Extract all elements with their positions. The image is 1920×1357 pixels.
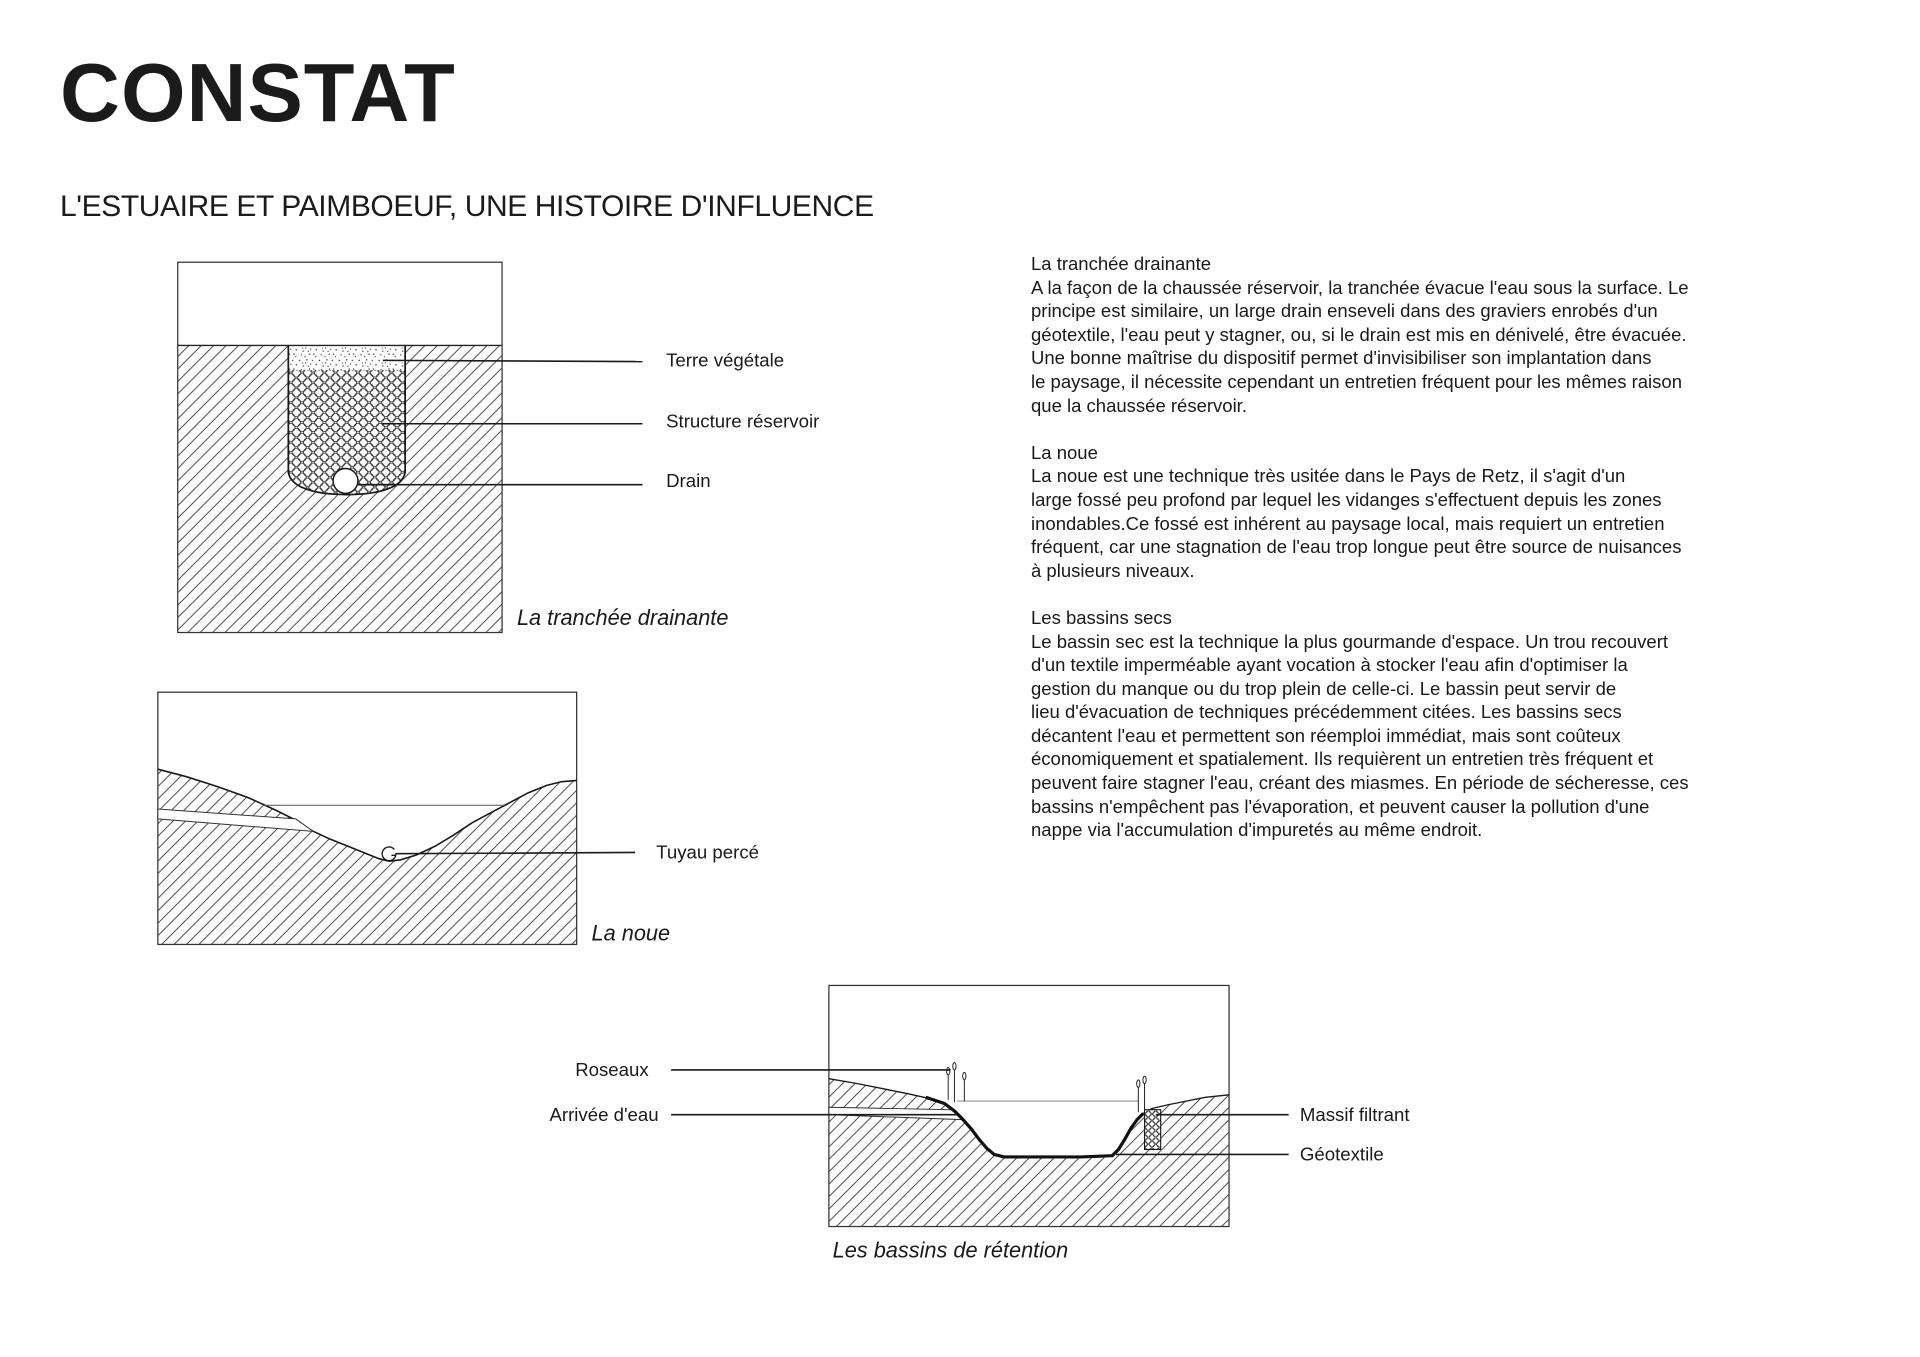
- page-subtitle: L'ESTUAIRE ET PAIMBOEUF, UNE HISTOIRE D'INFLUENCE: [60, 190, 874, 223]
- paragraph-line: La noue est une technique très usitée dans le Pays de Retz, il s'agit d'un: [1031, 465, 1626, 487]
- section-tranchee-drainante: [1031, 252, 1689, 417]
- paragraph-line: A la façon de la chaussée réservoir, la tranchée évacue l'eau sous la surface. Le: [1031, 276, 1689, 298]
- drain-pipe: [333, 468, 358, 493]
- paragraph-line: à plusieurs niveaux.: [1031, 559, 1195, 581]
- label-terre-vegetale: Terre végétale: [666, 349, 785, 371]
- paragraph-line: Le bassin sec est la technique la plus gourmande d'espace. Un trou recouvert: [1031, 630, 1669, 652]
- section-heading: Les bassins secs: [1031, 606, 1172, 628]
- diagram-tranchee-drainante: [178, 262, 820, 632]
- label-roseaux: Roseaux: [575, 1059, 649, 1081]
- topsoil-layer: [288, 345, 405, 370]
- section-heading: La noue: [1031, 441, 1098, 463]
- paragraph-line: que la chaussée réservoir.: [1031, 394, 1247, 416]
- paragraph-line: fréquent, car une stagnation de l'eau trop longue peut être source de nuisances: [1031, 536, 1682, 558]
- paragraph-line: principe est similaire, un large drain enseveli dans des graviers enrobés d'un: [1031, 300, 1658, 322]
- diagram-noue: [158, 692, 759, 946]
- filter-massif: [1145, 1110, 1161, 1150]
- paragraph-line: d'un textile imperméable ayant vocation à stocker l'eau afin d'optimiser la: [1031, 654, 1628, 676]
- section-noue: [1031, 441, 1689, 583]
- paragraph-line: lieu d'évacuation de techniques précédemment citées. Les bassins secs: [1031, 701, 1622, 723]
- label-tuyau-perce: Tuyau percé: [656, 841, 760, 863]
- paragraph-line: géotextile, l'eau peut y stagner, ou, si le drain est mis en dénivelé, être évacuée.: [1031, 323, 1687, 345]
- paragraph-line: inondables.Ce fossé est inhérent au paysage local, mais requiert un entretien: [1031, 512, 1665, 534]
- diagram-bassins-retention: [549, 985, 1410, 1262]
- paragraph-line: Une bonne maîtrise du dispositif permet d'invisibiliser son implantation dans: [1031, 347, 1652, 369]
- paragraph-line: large fossé peu profond par lequel les vidanges s'effectuent depuis les zones: [1031, 488, 1662, 510]
- section-bassins-secs: [1031, 606, 1689, 842]
- caption-noue: La noue: [591, 920, 671, 946]
- label-massif-filtrant: Massif filtrant: [1299, 1103, 1410, 1125]
- label-geotextile: Géotextile: [1299, 1143, 1384, 1165]
- page-title: CONSTAT: [60, 46, 456, 139]
- paragraph-line: peuvent faire stagner l'eau, créant des miasmes. En période de sécheresse, ces: [1031, 772, 1689, 794]
- label-structure-reservoir: Structure réservoir: [666, 410, 820, 432]
- paragraph-line: décantent l'eau et permettent son réemploi immédiat, mais sont coûteux: [1031, 724, 1621, 746]
- text-column: [1031, 252, 1689, 842]
- label-drain: Drain: [666, 470, 711, 492]
- caption-tranchee-drainante: La tranchée drainante: [516, 605, 729, 631]
- label-arrivee-eau: Arrivée d'eau: [549, 1103, 659, 1125]
- paragraph-line: gestion du manque ou du trop plein de celle-ci. Le bassin peut servir de: [1031, 677, 1617, 699]
- paragraph-line: le paysage, il nécessite cependant un entretien fréquent pour les mêmes raison: [1031, 370, 1682, 392]
- paragraph-line: bassins n'empêchent pas l'évaporation, et peuvent causer la pollution d'une: [1031, 795, 1650, 817]
- paragraph-line: nappe via l'accumulation d'impuretés au même endroit.: [1031, 819, 1483, 841]
- section-heading: La tranchée drainante: [1031, 253, 1211, 274]
- paragraph-line: économiquement et spatialement. Ils requièrent un entretien très fréquent et: [1031, 748, 1654, 770]
- caption-bassins-retention: Les bassins de rétention: [832, 1237, 1069, 1263]
